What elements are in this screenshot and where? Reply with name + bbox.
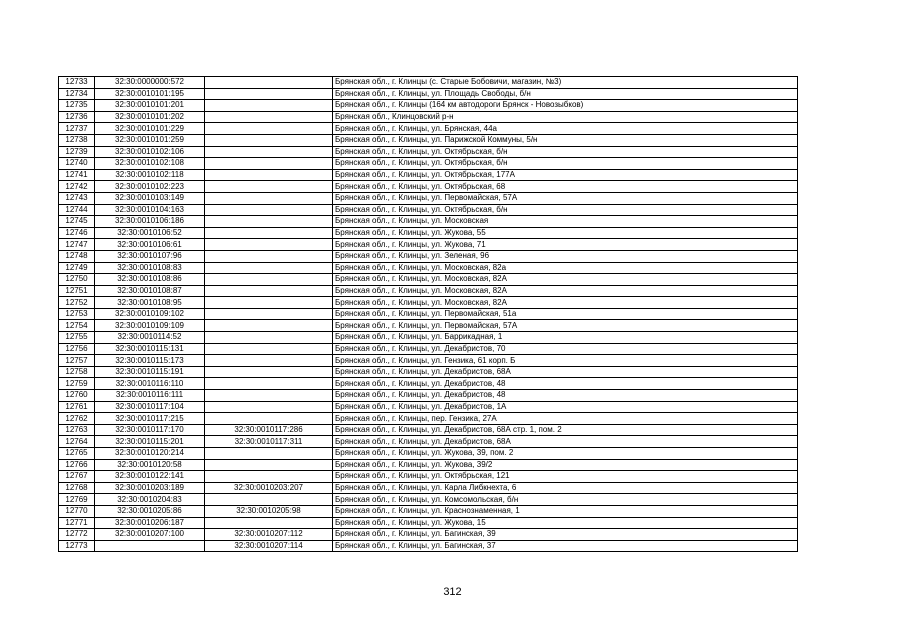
- cadastral-number-cell: 32:30:0010108:95: [95, 297, 205, 309]
- address-cell: Брянская обл., г. Клинцы, ул. Декабристов, 1А: [333, 401, 798, 413]
- address-cell: Брянская обл., г. Клинцы, ул. Зеленая, 96: [333, 250, 798, 262]
- related-cadastral-number-cell: [205, 158, 333, 170]
- related-cadastral-number-cell: 32:30:0010203:207: [205, 482, 333, 494]
- document-table: [58, 76, 798, 552]
- cadastral-number-cell: 32:30:0010107:96: [95, 250, 205, 262]
- cadastral-number-cell: 32:30:0010206:187: [95, 517, 205, 529]
- cadastral-number-cell: 32:30:0010120:214: [95, 448, 205, 460]
- address-cell: Брянская обл., г. Клинцы, ул. Декабристов, 68А: [333, 436, 798, 448]
- address-cell: Брянская обл., г. Клинцы, ул. Краснознаменная, 1: [333, 505, 798, 517]
- table-row: [59, 123, 798, 135]
- row-number-cell: 12758: [59, 366, 95, 378]
- table-row: [59, 146, 798, 158]
- table-row: [59, 471, 798, 483]
- row-number-cell: 12738: [59, 134, 95, 146]
- address-cell: Брянская обл., г. Клинцы, ул. Комсомольская, б/н: [333, 494, 798, 506]
- address-cell: Брянская обл., г. Клинцы (с. Старые Бобовичи, магазин, №3): [333, 77, 798, 89]
- related-cadastral-number-cell: [205, 494, 333, 506]
- address-cell: Брянская обл., г. Клинцы, ул. Багинская, 39: [333, 529, 798, 541]
- table-row: [59, 343, 798, 355]
- related-cadastral-number-cell: [205, 448, 333, 460]
- related-cadastral-number-cell: [205, 343, 333, 355]
- row-number-cell: 12753: [59, 308, 95, 320]
- row-number-cell: 12772: [59, 529, 95, 541]
- table-row: [59, 448, 798, 460]
- row-number-cell: 12737: [59, 123, 95, 135]
- row-number-cell: 12733: [59, 77, 95, 89]
- address-cell: Брянская обл., Клинцовский р-н: [333, 111, 798, 123]
- row-number-cell: 12747: [59, 239, 95, 251]
- related-cadastral-number-cell: [205, 111, 333, 123]
- row-number-cell: 12755: [59, 332, 95, 344]
- address-cell: Брянская обл., г. Клинцы, ул. Площадь Свободы, б/н: [333, 88, 798, 100]
- table-row: [59, 517, 798, 529]
- cadastral-number-cell: 32:30:0010101:195: [95, 88, 205, 100]
- address-cell: Брянская обл., г. Клинцы, ул. Декабристов, 68А стр. 1, пом. 2: [333, 424, 798, 436]
- address-cell: Брянская обл., г. Клинцы, ул. Московская, 82А: [333, 297, 798, 309]
- row-number-cell: 12770: [59, 505, 95, 517]
- related-cadastral-number-cell: [205, 123, 333, 135]
- cadastral-number-cell: 32:30:0010115:201: [95, 436, 205, 448]
- related-cadastral-number-cell: [205, 227, 333, 239]
- row-number-cell: 12769: [59, 494, 95, 506]
- row-number-cell: 12754: [59, 320, 95, 332]
- cadastral-number-cell: 32:30:0010108:87: [95, 285, 205, 297]
- cadastral-number-cell: 32:30:0010109:102: [95, 308, 205, 320]
- cadastral-number-cell: 32:30:0000000:572: [95, 77, 205, 89]
- cadastral-number-cell: 32:30:0010102:108: [95, 158, 205, 170]
- address-cell: Брянская обл., г. Клинцы, ул. Парижской Коммуны, 5/н: [333, 134, 798, 146]
- cadastral-number-cell: 32:30:0010101:201: [95, 100, 205, 112]
- table-row: [59, 227, 798, 239]
- related-cadastral-number-cell: [205, 332, 333, 344]
- related-cadastral-number-cell: [205, 517, 333, 529]
- address-cell: Брянская обл., г. Клинцы, ул. Октябрьская, 121: [333, 471, 798, 483]
- table-row: [59, 274, 798, 286]
- cadastral-number-cell: 32:30:0010117:215: [95, 413, 205, 425]
- table-row: [59, 285, 798, 297]
- table-row: [59, 77, 798, 89]
- row-number-cell: 12744: [59, 204, 95, 216]
- row-number-cell: 12736: [59, 111, 95, 123]
- address-cell: Брянская обл., г. Клинцы, ул. Первомайская, 57А: [333, 320, 798, 332]
- table-body: [59, 77, 798, 552]
- address-cell: Брянская обл., г. Клинцы, ул. Декабристов, 68А: [333, 366, 798, 378]
- cadastral-number-cell: 32:30:0010120:58: [95, 459, 205, 471]
- table-row: [59, 250, 798, 262]
- row-number-cell: 12773: [59, 540, 95, 552]
- row-number-cell: 12771: [59, 517, 95, 529]
- related-cadastral-number-cell: [205, 297, 333, 309]
- table-row: [59, 401, 798, 413]
- related-cadastral-number-cell: [205, 250, 333, 262]
- cadastral-number-cell: 32:30:0010102:106: [95, 146, 205, 158]
- address-cell: Брянская обл., г. Клинцы, ул. Жукова, 39/2: [333, 459, 798, 471]
- row-number-cell: 12752: [59, 297, 95, 309]
- table-row: [59, 332, 798, 344]
- table-row: [59, 355, 798, 367]
- address-cell: Брянская обл., г. Клинцы, ул. Октябрьская, б/н: [333, 146, 798, 158]
- address-cell: Брянская обл., г. Клинцы, ул. Гензика, 61 корп. Б: [333, 355, 798, 367]
- address-cell: Брянская обл., г. Клинцы, ул. Октябрьская, 68: [333, 181, 798, 193]
- related-cadastral-number-cell: [205, 262, 333, 274]
- cadastral-number-cell: 32:30:0010116:111: [95, 390, 205, 402]
- cadastral-number-cell: 32:30:0010102:223: [95, 181, 205, 193]
- address-cell: Брянская обл., г. Клинцы, ул. Баррикадная, 1: [333, 332, 798, 344]
- address-cell: Брянская обл., г. Клинцы, пер. Гензика, 27А: [333, 413, 798, 425]
- cadastral-number-cell: 32:30:0010117:170: [95, 424, 205, 436]
- related-cadastral-number-cell: [205, 77, 333, 89]
- related-cadastral-number-cell: [205, 146, 333, 158]
- row-number-cell: 12734: [59, 88, 95, 100]
- table-row: [59, 192, 798, 204]
- address-cell: Брянская обл., г. Клинцы (164 км автодороги Брянск - Новозыбков): [333, 100, 798, 112]
- address-cell: Брянская обл., г. Клинцы, ул. Декабристов, 48: [333, 390, 798, 402]
- table-row: [59, 505, 798, 517]
- row-number-cell: 12741: [59, 169, 95, 181]
- related-cadastral-number-cell: [205, 320, 333, 332]
- cadastral-number-cell: 32:30:0010102:118: [95, 169, 205, 181]
- row-number-cell: 12735: [59, 100, 95, 112]
- cadastral-number-cell: 32:30:0010106:52: [95, 227, 205, 239]
- related-cadastral-number-cell: [205, 100, 333, 112]
- table-row: [59, 308, 798, 320]
- row-number-cell: 12745: [59, 216, 95, 228]
- address-cell: Брянская обл., г. Клинцы, ул. Московская, 82А: [333, 285, 798, 297]
- related-cadastral-number-cell: [205, 471, 333, 483]
- related-cadastral-number-cell: 32:30:0010207:112: [205, 529, 333, 541]
- related-cadastral-number-cell: 32:30:0010117:286: [205, 424, 333, 436]
- row-number-cell: 12766: [59, 459, 95, 471]
- row-number-cell: 12748: [59, 250, 95, 262]
- table-row: [59, 424, 798, 436]
- cadastral-number-cell: 32:30:0010203:189: [95, 482, 205, 494]
- related-cadastral-number-cell: 32:30:0010205:98: [205, 505, 333, 517]
- related-cadastral-number-cell: [205, 413, 333, 425]
- cadastral-number-cell: 32:30:0010204:83: [95, 494, 205, 506]
- row-number-cell: 12751: [59, 285, 95, 297]
- related-cadastral-number-cell: 32:30:0010117:311: [205, 436, 333, 448]
- table-row: [59, 111, 798, 123]
- related-cadastral-number-cell: [205, 239, 333, 251]
- cadastral-number-cell: 32:30:0010114:52: [95, 332, 205, 344]
- table-row: [59, 482, 798, 494]
- row-number-cell: 12762: [59, 413, 95, 425]
- row-number-cell: 12763: [59, 424, 95, 436]
- address-cell: Брянская обл., г. Клинцы, ул. Жукова, 55: [333, 227, 798, 239]
- cadastral-number-cell: 32:30:0010106:61: [95, 239, 205, 251]
- cadastral-number-cell: 32:30:0010104:163: [95, 204, 205, 216]
- related-cadastral-number-cell: [205, 366, 333, 378]
- address-cell: Брянская обл., г. Клинцы, ул. Московская, 82А: [333, 274, 798, 286]
- row-number-cell: 12767: [59, 471, 95, 483]
- cadastral-number-cell: [95, 540, 205, 552]
- row-number-cell: 12742: [59, 181, 95, 193]
- cadastral-number-cell: 32:30:0010109:109: [95, 320, 205, 332]
- related-cadastral-number-cell: [205, 390, 333, 402]
- related-cadastral-number-cell: [205, 134, 333, 146]
- row-number-cell: 12768: [59, 482, 95, 494]
- address-cell: Брянская обл., г. Клинцы, ул. Брянская, 44а: [333, 123, 798, 135]
- table-row: [59, 158, 798, 170]
- cadastral-number-cell: 32:30:0010108:86: [95, 274, 205, 286]
- row-number-cell: 12739: [59, 146, 95, 158]
- row-number-cell: 12760: [59, 390, 95, 402]
- address-cell: Брянская обл., г. Клинцы, ул. Октябрьская, б/н: [333, 204, 798, 216]
- related-cadastral-number-cell: [205, 308, 333, 320]
- table-row: [59, 378, 798, 390]
- address-cell: Брянская обл., г. Клинцы, ул. Декабристов, 70: [333, 343, 798, 355]
- table-row: [59, 436, 798, 448]
- page-number: 312: [443, 586, 462, 598]
- table-row: [59, 88, 798, 100]
- address-cell: Брянская обл., г. Клинцы, ул. Октябрьская, 177А: [333, 169, 798, 181]
- cadastral-number-cell: 32:30:0010108:83: [95, 262, 205, 274]
- address-cell: Брянская обл., г. Клинцы, ул. Декабристов, 48: [333, 378, 798, 390]
- row-number-cell: 12757: [59, 355, 95, 367]
- address-cell: Брянская обл., г. Клинцы, ул. Карла Либкнехта, 6: [333, 482, 798, 494]
- table-row: [59, 366, 798, 378]
- cadastral-number-cell: 32:30:0010116:110: [95, 378, 205, 390]
- table-row: [59, 181, 798, 193]
- table-row: [59, 297, 798, 309]
- row-number-cell: 12746: [59, 227, 95, 239]
- related-cadastral-number-cell: [205, 192, 333, 204]
- table-row: [59, 320, 798, 332]
- cadastral-number-cell: 32:30:0010101:202: [95, 111, 205, 123]
- address-cell: Брянская обл., г. Клинцы, ул. Московская: [333, 216, 798, 228]
- table-row: [59, 262, 798, 274]
- address-cell: Брянская обл., г. Клинцы, ул. Первомайская, 57А: [333, 192, 798, 204]
- table-row: [59, 216, 798, 228]
- table-row: [59, 494, 798, 506]
- row-number-cell: 12756: [59, 343, 95, 355]
- cadastral-number-cell: 32:30:0010103:149: [95, 192, 205, 204]
- cadastral-number-cell: 32:30:0010106:186: [95, 216, 205, 228]
- cadastral-number-cell: 32:30:0010205:86: [95, 505, 205, 517]
- address-cell: Брянская обл., г. Клинцы, ул. Жукова, 15: [333, 517, 798, 529]
- cadastral-number-cell: 32:30:0010117:104: [95, 401, 205, 413]
- cadastral-number-cell: 32:30:0010207:100: [95, 529, 205, 541]
- table-row: [59, 390, 798, 402]
- table-row: [59, 204, 798, 216]
- related-cadastral-number-cell: 32:30:0010207:114: [205, 540, 333, 552]
- related-cadastral-number-cell: [205, 88, 333, 100]
- table-row: [59, 413, 798, 425]
- row-number-cell: 12759: [59, 378, 95, 390]
- table-row: [59, 239, 798, 251]
- address-cell: Брянская обл., г. Клинцы, ул. Жукова, 71: [333, 239, 798, 251]
- related-cadastral-number-cell: [205, 285, 333, 297]
- row-number-cell: 12740: [59, 158, 95, 170]
- cadastral-number-cell: 32:30:0010122:141: [95, 471, 205, 483]
- related-cadastral-number-cell: [205, 401, 333, 413]
- table-row: [59, 134, 798, 146]
- table-row: [59, 169, 798, 181]
- related-cadastral-number-cell: [205, 204, 333, 216]
- row-number-cell: 12764: [59, 436, 95, 448]
- row-number-cell: 12761: [59, 401, 95, 413]
- table-row: [59, 459, 798, 471]
- related-cadastral-number-cell: [205, 459, 333, 471]
- related-cadastral-number-cell: [205, 355, 333, 367]
- related-cadastral-number-cell: [205, 216, 333, 228]
- cadastral-number-cell: 32:30:0010101:259: [95, 134, 205, 146]
- cadastral-number-cell: 32:30:0010115:131: [95, 343, 205, 355]
- address-cell: Брянская обл., г. Клинцы, ул. Октябрьская, б/н: [333, 158, 798, 170]
- related-cadastral-number-cell: [205, 378, 333, 390]
- address-cell: Брянская обл., г. Клинцы, ул. Первомайская, 51а: [333, 308, 798, 320]
- row-number-cell: 12765: [59, 448, 95, 460]
- table-row: [59, 529, 798, 541]
- address-cell: Брянская обл., г. Клинцы, ул. Багинская, 37: [333, 540, 798, 552]
- address-cell: Брянская обл., г. Клинцы, ул. Московская, 82а: [333, 262, 798, 274]
- related-cadastral-number-cell: [205, 169, 333, 181]
- cadastral-number-cell: 32:30:0010115:191: [95, 366, 205, 378]
- row-number-cell: 12743: [59, 192, 95, 204]
- cadastral-number-cell: 32:30:0010101:229: [95, 123, 205, 135]
- table-row: [59, 540, 798, 552]
- address-cell: Брянская обл., г. Клинцы, ул. Жукова, 39, пом. 2: [333, 448, 798, 460]
- row-number-cell: 12749: [59, 262, 95, 274]
- cadastral-number-cell: 32:30:0010115:173: [95, 355, 205, 367]
- related-cadastral-number-cell: [205, 274, 333, 286]
- row-number-cell: 12750: [59, 274, 95, 286]
- related-cadastral-number-cell: [205, 181, 333, 193]
- table-row: [59, 100, 798, 112]
